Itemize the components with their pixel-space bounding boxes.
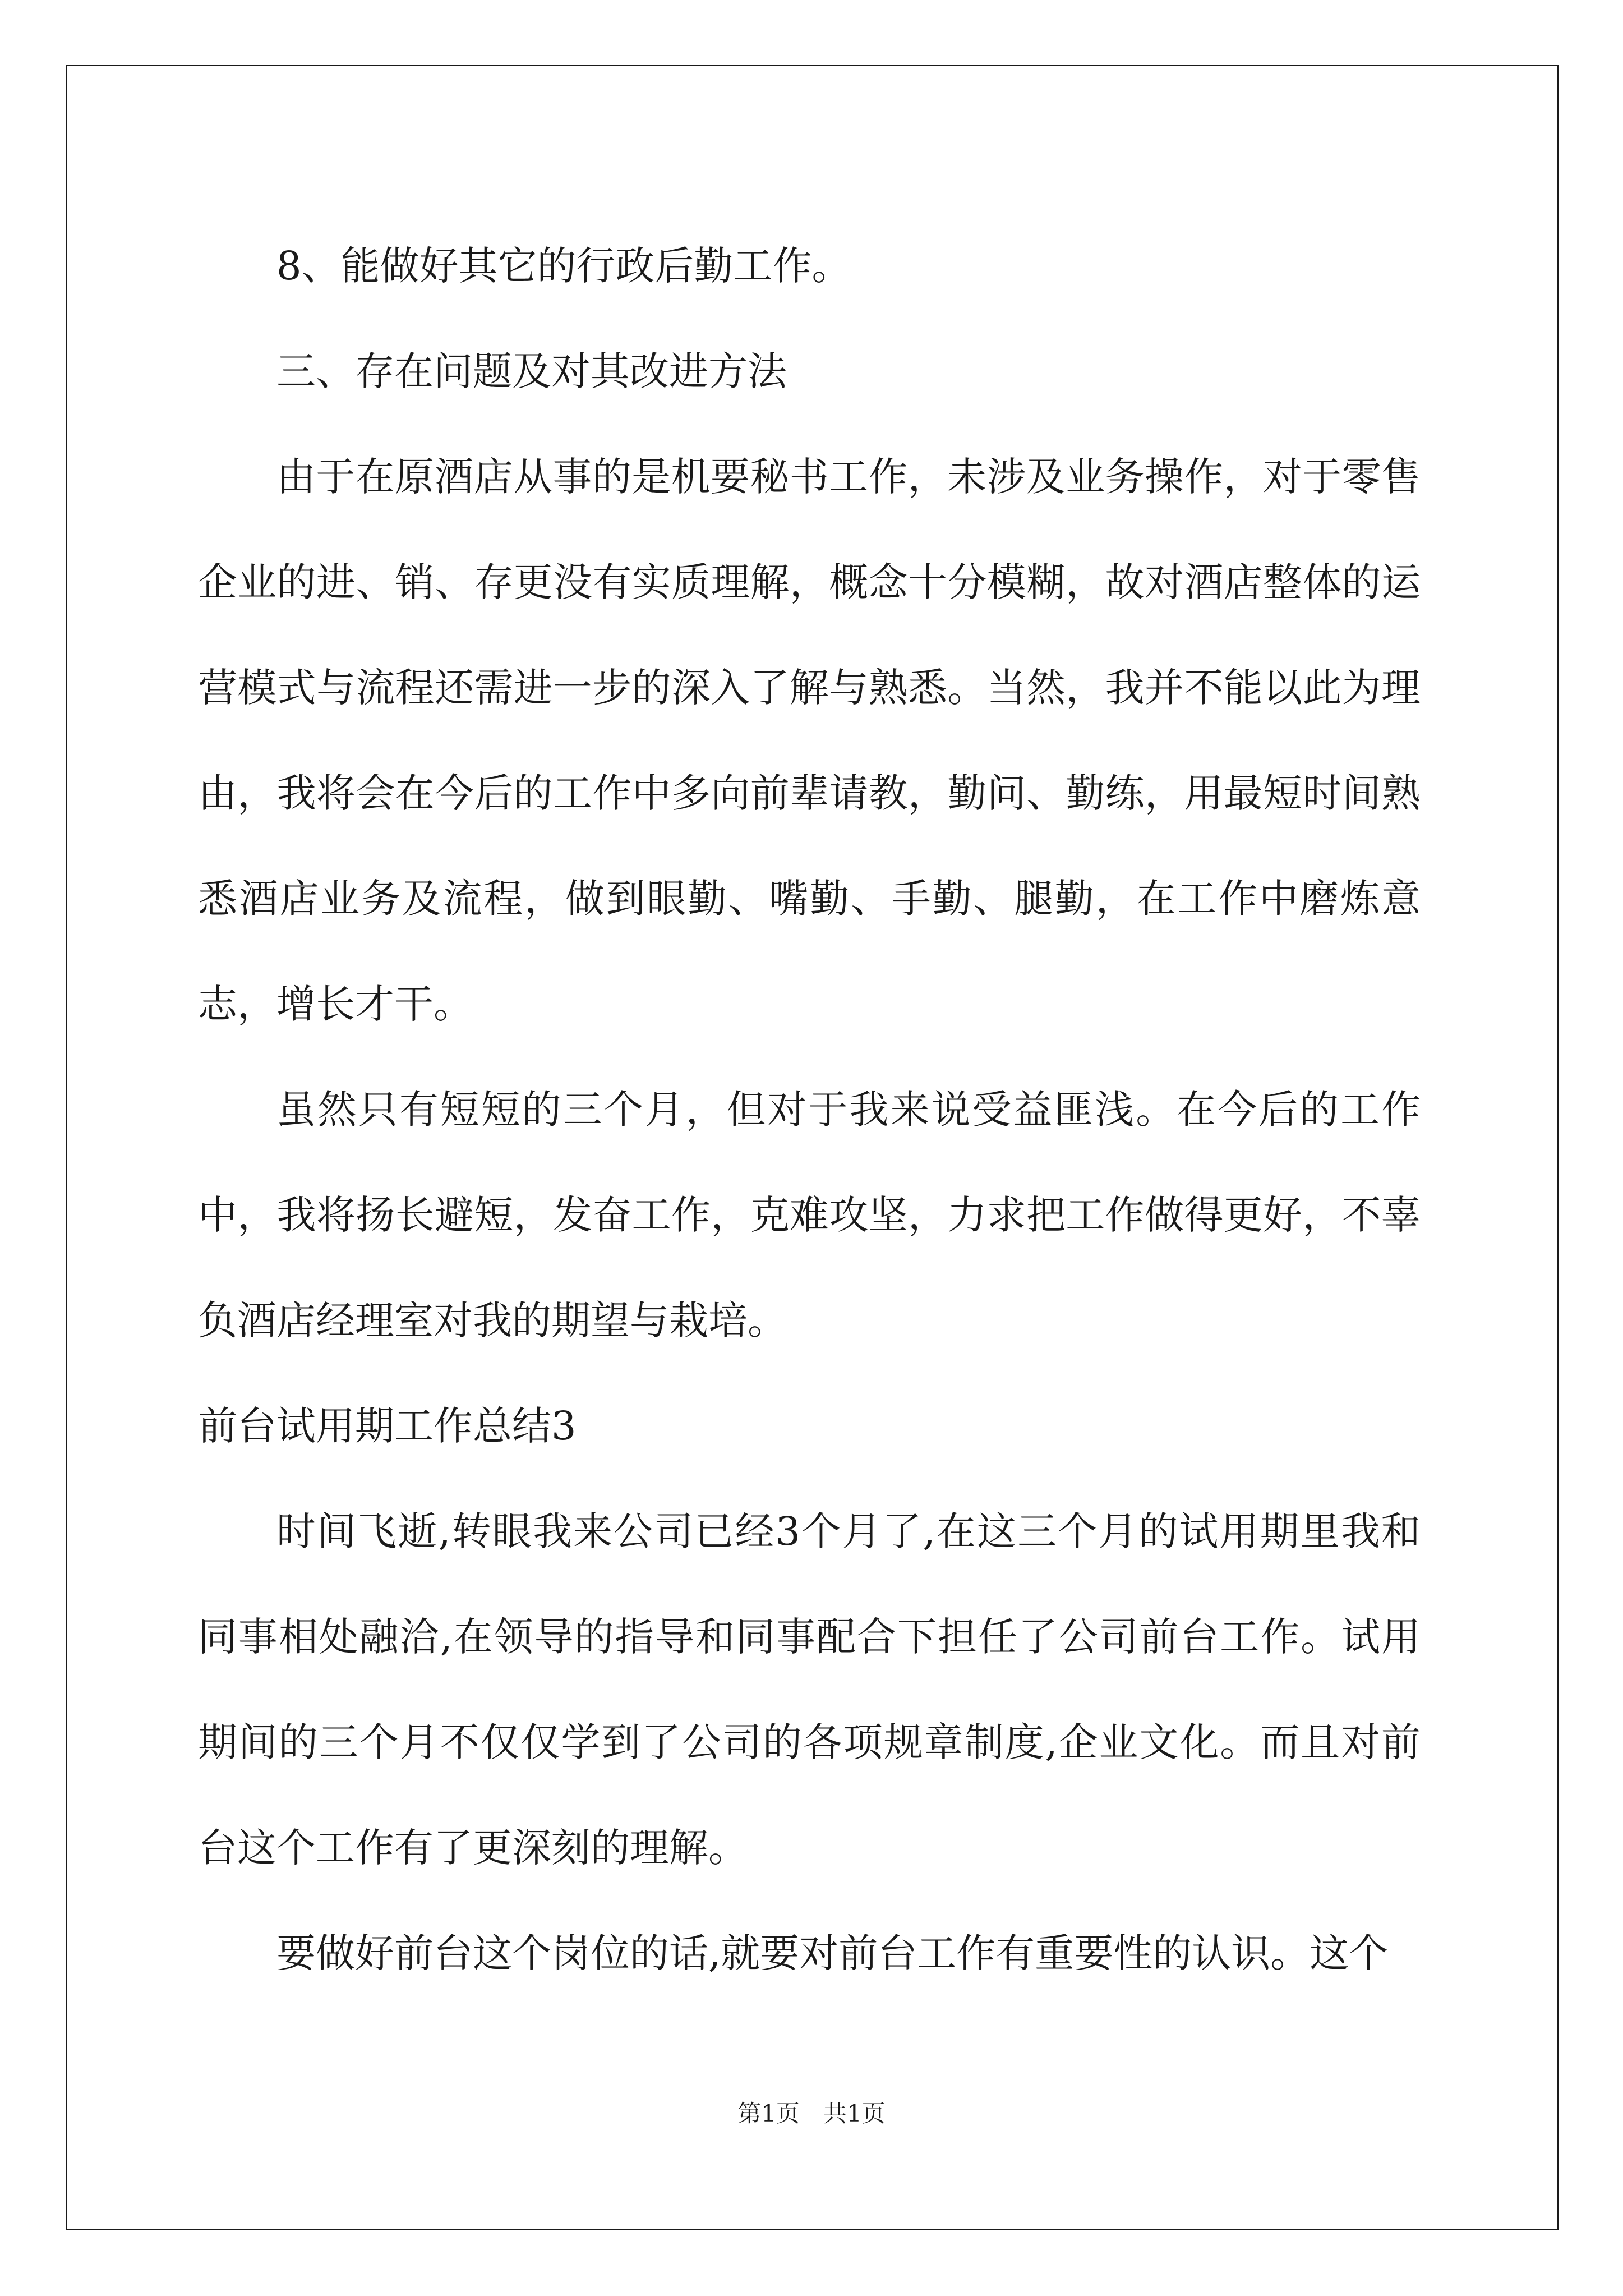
page-number: 第1页 共1页 xyxy=(737,2100,886,2127)
article-title: 前台试用期工作总结3 xyxy=(198,1403,577,1449)
section-heading: 三、存在问题及对其改进方法 xyxy=(276,348,787,394)
paragraph: 要做好前台这个岗位的话,就要对前台工作有重要性的认识。这个 xyxy=(276,1930,1389,1976)
paragraph: 8、能做好其它的行政后勤工作。 xyxy=(276,243,851,289)
paragraph: 虽然只有短短的三个月，但对于我来说受益匪浅。在今后的工作中，我将扬长避短，发奋工作，克难攻坚，力求把工作做得更好，不辜负酒店经理室对我的期望与栽培。 xyxy=(198,1087,1421,1343)
document-body xyxy=(198,213,1421,2006)
paragraph: 由于在原酒店从事的是机要秘书工作，未涉及业务操作，对于零售企业的进、销、存更没有实质理解，概念十分模糊，故对酒店整体的运营模式与流程还需进一步的深入了解与熟悉。当然，我并不能以此为理由，我将会在今后的工作中多向前辈请教，勤问、勤练，用最短时间熟悉酒店业务及流程，做到眼勤、嘴勤、手勤、腿勤，在工作中磨炼意志，增长才干。 xyxy=(198,454,1421,1027)
paragraph: 时间飞逝,转眼我来公司已经3个月了,在这三个月的试用期里我和同事相处融洽,在领导的指导和同事配合下担任了公司前台工作。试用期间的三个月不仅仅学到了公司的各项规章制度,企业文化。而且对前台这个工作有了更深刻的理解。 xyxy=(198,1508,1421,1871)
